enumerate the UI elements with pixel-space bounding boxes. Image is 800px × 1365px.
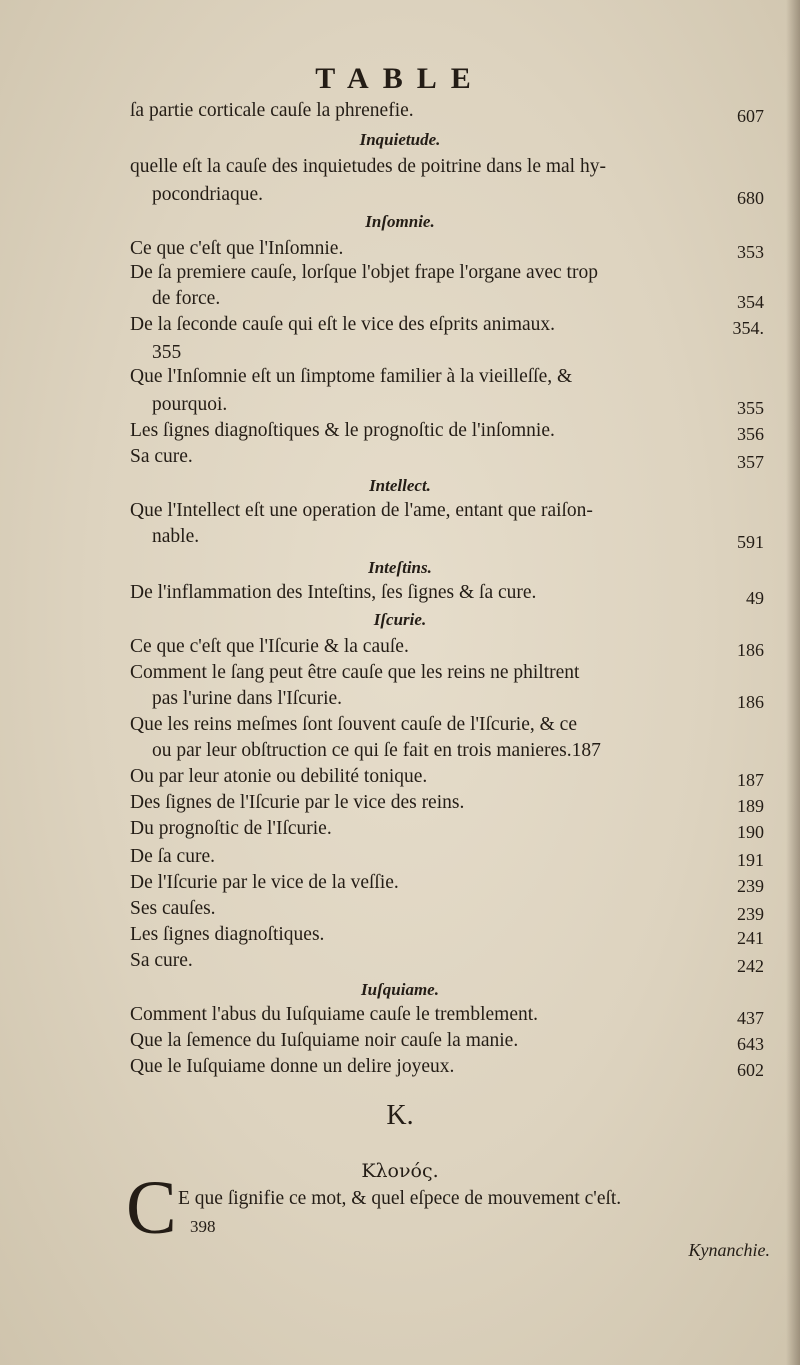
index-entry-page: 49 [746,588,764,608]
index-entry-text: ou par leur obſtruction ce qui ſe fait en trois manieres.187 [152,740,601,761]
index-entry-text: Que le Iuſquiame donne un delire joyeux. [130,1056,455,1077]
index-entry-text: Du prognoſtic de l'Iſcurie. [130,818,332,839]
index-entry-text: Les ſignes diagnoſtiques. [130,924,325,945]
index-heading: Iuſquiame. [361,980,439,999]
index-entry-text: Sa cure. [130,950,193,971]
index-entry-page: 357 [737,452,764,472]
index-entry-page: 239 [737,904,764,924]
index-entry-text: Ce que c'eſt que l'Inſomnie. [130,238,344,259]
index-entry-page: 643 [737,1034,764,1054]
index-entry-page: 602 [737,1060,764,1080]
index-entry-text: De ſa cure. [130,846,215,867]
index-entry-page: 680 [737,188,764,208]
index-entry-page: 356 [737,424,764,444]
dropcap-entry-text: E que ſignifie ce mot, & quel eſpece de mouvement c'eſt. [178,1188,622,1209]
catchword: Kynanchie. [688,1240,770,1260]
index-entry-page: 239 [737,876,764,896]
index-entry-text: pocondriaque. [152,184,264,205]
index-entry-text: Que les reins meſmes ſont ſouvent cauſe de l'Iſcurie, & ce [130,714,577,735]
index-entry-page: 437 [737,1008,764,1028]
index-entry-text: ſa partie corticale cauſe la phrenefie. [130,100,414,121]
index-entry-text: 355 [152,342,182,363]
dropcap-entry-page: 398 [190,1217,216,1236]
index-entry-text: Comment l'abus du Iuſquiame cauſe le tremblement. [130,1004,539,1025]
index-entry-page: 186 [737,692,764,712]
index-entry-text: Que l'Intellect eſt une operation de l'ame, entant que raiſon- [130,500,593,521]
index-entry-page: 241 [737,928,764,948]
index-heading: Intellect. [369,476,431,495]
index-entry-page: 354. [732,318,764,338]
index-entry-text: Des ſignes de l'Iſcurie par le vice des reins. [130,792,465,813]
index-entry-text: de force. [152,288,221,309]
index-entry-text: quelle eſt la cauſe des inquietudes de poitrine dans le mal hy- [130,156,606,177]
index-entry-page: 607 [737,106,764,126]
index-entry-text: Ou par leur atonie ou debilité tonique. [130,766,428,787]
index-entry-text: Ce que c'eſt que l'Iſcurie & la cauſe. [130,636,409,657]
page-header: TABLE [315,62,485,95]
index-entry-text: Que la ſemence du Iuſquiame noir cauſe la manie. [130,1030,519,1051]
index-entry-text: Ses cauſes. [130,898,216,919]
index-entry-text: Sa cure. [130,446,193,467]
greek-heading: Κλονός. [361,1160,439,1182]
index-entry-page: 354 [737,292,764,312]
section-letter: K. [386,1100,414,1131]
index-entry-text: De l'inflammation des Inteſtins, ſes ſignes & ſa cure. [130,582,537,603]
index-entry-page: 191 [737,850,764,870]
index-entry-text: De l'Iſcurie par le vice de la veſſie. [130,872,399,893]
index-entry-text: nable. [152,526,200,547]
index-entry-page: 186 [737,640,764,660]
index-entry-page: 187 [737,770,764,790]
index-entry-text: De la ſeconde cauſe qui eſt le vice des eſprits animaux. [130,314,556,335]
index-entry-page: 242 [737,956,764,976]
index-entry-page: 591 [737,532,764,552]
index-entry-text: Que l'Inſomnie eſt un ſimptome familier à la vieilleſſe, & [130,366,573,387]
index-entry-text: De ſa premiere cauſe, lorſque l'objet frape l'organe avec trop [130,262,598,283]
index-entry-page: 189 [737,796,764,816]
index-entry-text: pourquoi. [152,394,228,415]
index-entry-text: Comment le ſang peut être cauſe que les reins ne philtrent [130,662,580,683]
index-heading: Inteſtins. [368,558,432,577]
index-heading: Iſcurie. [373,610,427,629]
index-entry-text: pas l'urine dans l'Iſcurie. [152,688,343,709]
index-entry-page: 353 [737,242,764,262]
drop-cap: C [126,1166,177,1250]
index-heading: Inſomnie. [365,212,435,231]
index-entry-page: 355 [737,398,764,418]
index-heading: Inquietude. [359,130,441,149]
index-entry-page: 190 [737,822,764,842]
index-entry-text: Les ſignes diagnoſtiques & le prognoſtic de l'inſomnie. [130,420,555,441]
